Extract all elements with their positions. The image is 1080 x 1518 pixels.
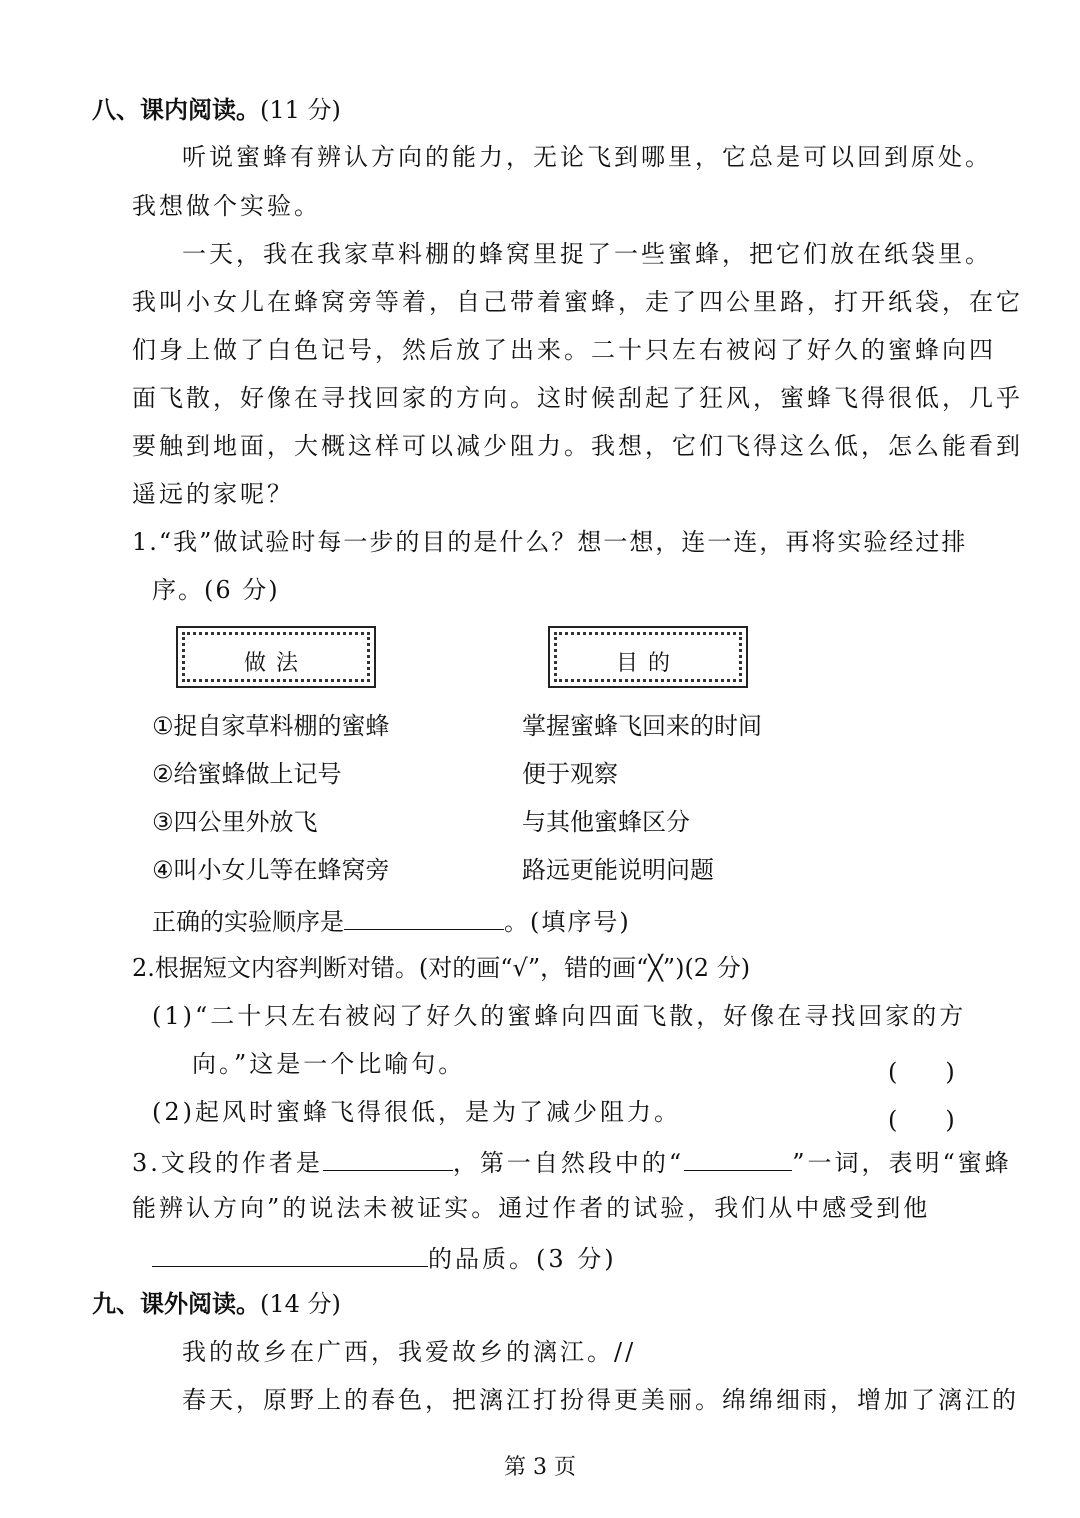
section9-score: (14 分)	[260, 1290, 341, 1318]
q1-order-prefix: 正确的实验顺序是	[152, 908, 344, 936]
q2-item1-line2: 向。”这是一个比喻句。	[192, 1050, 466, 1078]
q3-author-blank[interactable]	[323, 1148, 453, 1171]
purpose-item-4: 路远更能说明问题	[522, 856, 714, 884]
purpose-item-3: 与其他蜜蜂区分	[522, 808, 690, 836]
q3-line-3	[152, 1244, 617, 1271]
passage-line-3: 一天，我在我家草料棚的蜂窝里捉了一些蜜蜂，把它们放在纸袋里。	[182, 240, 992, 268]
passage-line-4: 我叫小女儿在蜂窝旁等着，自己带着蜜蜂，走了四公里路，打开纸袋，在它	[132, 288, 1023, 316]
header-methods-box	[176, 626, 376, 688]
q1-prompt-line-2: 序。(6 分)	[152, 576, 280, 604]
header-purposes-label: 目的	[615, 651, 680, 676]
section9-passage-line-1: 我的故乡在广西，我爱故乡的漓江。//	[182, 1338, 637, 1366]
q1-order-line	[152, 907, 631, 934]
method-item-4: ④叫小女儿等在蜂窝旁	[152, 856, 390, 884]
q3-part3: ”一词，表明“蜜蜂	[792, 1149, 1012, 1177]
section8-title: 八、课内阅读。	[92, 96, 260, 124]
q2-prompt: 2.根据短文内容判断对错。(对的画“√”，错的画“╳”)(2 分)	[132, 954, 751, 982]
q1-order-blank[interactable]	[344, 907, 504, 930]
method-item-3: ③四公里外放飞	[152, 808, 318, 836]
q3-part1: 3.文段的作者是	[132, 1149, 323, 1177]
q3-line-2: 能辨认方向”的说法未被证实。通过作者的试验，我们从中感受到他	[132, 1194, 931, 1222]
q2-item1-line1: (1)“二十只左右被闷了好久的蜜蜂向四面飞散，好像在寻找回家的方	[152, 1002, 967, 1030]
q1-prompt-line-1: 1.“我”做试验时每一步的目的是什么？想一想，连一连，再将实验经过排	[132, 528, 968, 556]
section9-passage-line-2: 春天，原野上的春色，把漓江打扮得更美丽。绵绵细雨，增加了漓江的	[182, 1386, 1019, 1414]
passage-line-6: 面飞散，好像在寻找回家的方向。这时候刮起了狂风，蜜蜂飞得很低，几乎	[132, 384, 1023, 412]
q1-order-suffix: 。(填序号)	[504, 908, 631, 936]
header-methods-label: 做法	[243, 651, 308, 676]
passage-line-2: 我想做个实验。	[132, 192, 321, 220]
q2-item1-answer-paren[interactable]: ( )	[888, 1058, 955, 1086]
q3-line-1	[132, 1148, 1012, 1175]
header-purposes-box	[548, 626, 748, 688]
section8-heading	[92, 98, 341, 122]
section8-score: (11 分)	[260, 96, 341, 124]
page-number: 第 3 页	[504, 1455, 576, 1480]
q3-part2: ，第一自然段中的“	[452, 1149, 685, 1177]
passage-line-7: 要触到地面，大概这样可以减少阻力。我想，它们飞得这么低，怎么能看到	[132, 432, 1023, 460]
purpose-item-1: 掌握蜜蜂飞回来的时间	[522, 712, 762, 740]
q2-item2-answer-paren[interactable]: ( )	[888, 1106, 955, 1134]
method-item-2: ②给蜜蜂做上记号	[152, 760, 342, 788]
q3-word-blank[interactable]	[684, 1148, 792, 1171]
section9-heading	[92, 1292, 341, 1316]
section9-title: 九、课外阅读。	[92, 1290, 260, 1318]
passage-line-1: 听说蜜蜂有辨认方向的能力，无论飞到哪里，它总是可以回到原处。	[182, 143, 992, 171]
passage-line-5: 们身上做了白色记号，然后放了出来。二十只左右被闷了好久的蜜蜂向四	[132, 336, 996, 364]
q3-line3-suffix: 的品质。(3 分)	[428, 1245, 617, 1273]
passage-line-8: 遥远的家呢？	[132, 480, 294, 508]
method-item-1: ①捉自家草料棚的蜜蜂	[152, 712, 390, 740]
q2-item2: (2)起风时蜜蜂飞得很低，是为了减少阻力。	[152, 1098, 681, 1126]
purpose-item-2: 便于观察	[522, 760, 618, 788]
q3-quality-blank[interactable]	[152, 1244, 428, 1267]
